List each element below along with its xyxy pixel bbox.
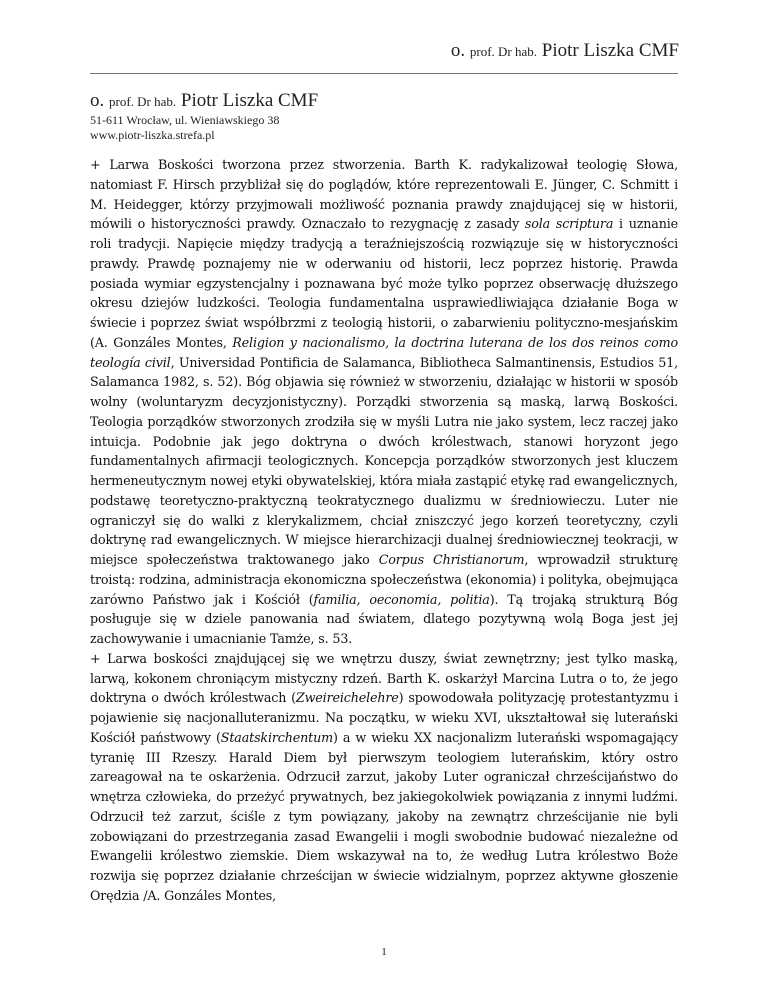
- author-name-text: Piotr Liszka CMF: [180, 90, 319, 111]
- author-website: www.piotr-liszka.strefa.pl: [90, 128, 215, 142]
- author-address: 51-611 Wrocław, ul. Wieniawskiego 38: [90, 113, 280, 127]
- author-name: [90, 90, 318, 113]
- text-run: ) a w wieku XX nacjonalizm luterański wspomagający tyranię III Rzeszy. Harald Diem był pierwszym teologiem luterańskim, który ostro zareagował na te oskarżenia. Odrzucił zarzut, jakoby Luter ograniczał chrześcijaństwo do wnętrza człowieka, do przeżyć prywatnych, bez jakiegokolwiek powiązania z innymi ludźmi. Odrzucił też zarzut, ściśle z tym powiązany, jakoby na zewnątrz chrześcijanie nie byli zobowiązani do przestrzegania zasad Ewangelii i mogli swobodnie budować niezależne od Ewangelii królestwo ziemskie. Diem wskazywał na to, że według Lutra królestwo Boże rozwija się poprzez działanie chrześcijan w świecie widzialnym, poprzez aktywne głoszenie Orędzia /A. Gonzáles Montes,: [90, 729, 678, 903]
- author-prefix: o.: [90, 90, 105, 111]
- text-run: ) spowodowała polityzację protestantyzmu i pojawienie się nacjonalluteranizmu. Na początku, w wieku XVI, ukształtował się luterański Kościół państwowy (: [90, 690, 679, 745]
- text-run: i uznanie roli tradycji. Napięcie między tradycją a teraźniejszością rozwiązuje się w historyczności prawdy. Prawdę poznajemy nie w oderwaniu od historii, lecz poprzez historię. Prawda posiada wymiar egzystencjalny i poznawana być może tylko poprzez obserwację dłuższego okresu dziejów ludzkości. Teologia fundamentalna usprawiedliwiająca działanie Boga w świecie i poprzez świat współbrzmi z teologią historii, o zabarwieniu polityczno-mesjańskim (A. Gonzáles Montes,: [90, 216, 678, 350]
- page-number: 1: [381, 946, 387, 958]
- text-run: , Universidad Pontificia de Salamanca, Bibliotheca Salmantinensis, Estudios 51, Salamanca 1982, s. 52). Bóg objawia się również w stworzeniu, działając w historii w sposób wolny (woluntaryzm decyzjonistyczny). Porządki stworzenia są maską, larwą Boskości. Teologia porządków stworzonych zrodziła się w myśli Lutra nie jako system, lecz raczej jako intuicja. Podobnie jak jego doktryna o dwóch królestwach, stanowi horyzont jego fundamentalnych afirmacji teologicznych. Koncepcja porządków stworzonych jest kluczem hermeneutycznym nowej etyki obywatelskiej, która miała zastąpić etykę rad ewangelicznych, podstawę teoretyczno-praktyczną teokratycznego dualizmu w średniowieczu. Luter nie ograniczył się do walki z klerykalizmem, chciał zniszczyć jego korzeń teoretyczny, czyli doktrynę rad ewangelicznych. W miejsce hierarchizacji dualnej średniowiecznej teokracji, w miejsce społeczeństwa traktowanego jako: [90, 354, 678, 567]
- text-run: + Larwa boskości znajdującej się we wnętrzu duszy, świat zewnętrzny; jest tylko maską, larwą, kokonem chroniącym mistyczny rdzeń. Barth K. oskarżył Marcina Lutra o to, że jego doktryna o dwóch królestwach (: [90, 650, 678, 706]
- header-divider: [90, 73, 678, 74]
- header-prefix: o.: [450, 40, 466, 61]
- italic-term: Zweireichelehre: [295, 690, 399, 706]
- italic-term: sola scriptura: [524, 216, 614, 232]
- running-header: [451, 40, 679, 62]
- book-title: Religion y nacionalismo, la doctrina luterana de los dos reinos como teología civil: [90, 334, 678, 370]
- text-run: + Larwa Boskości tworzona przez stworzenia. Barth K. radykalizował teologię Słowa, natomiast F. Hirsch przybliżał się do poglądów, które reprezentowali E. Jünger, C. Schmitt i M. Heidegger, którzy przyjmowali możliwość poznania prawdy znajdującej się w historii, mówili o historyczności prawdy. Oznaczało to rezygnację z zasady: [90, 157, 678, 232]
- header-name: Piotr Liszka CMF: [541, 40, 679, 61]
- italic-term: familia, oeconomia, politia: [313, 591, 490, 607]
- paragraph-2: [90, 649, 678, 906]
- author-title: prof. Dr hab.: [109, 94, 177, 109]
- header-title: prof. Dr hab.: [469, 44, 538, 59]
- italic-term: Corpus Christianorum: [378, 552, 525, 567]
- text-run: ). Tą trojaką strukturą Bóg posługuje się w dziele panowania nad światem, dlatego pozytywną wolą Boga jest jej zachowywanie i umacnianie Tamże, s. 53.: [90, 591, 679, 646]
- main-text: [90, 155, 678, 906]
- paragraph-1: [90, 155, 678, 649]
- author-block: [90, 90, 318, 143]
- text-run: , wprowadził strukturę troistą: rodzina, administracja ekonomiczna społeczeństwa (ekonomia) i polityka, obejmująca zarówno Państwo jak i Kościół (: [90, 552, 679, 607]
- italic-term: Staatskirchentum: [220, 729, 333, 745]
